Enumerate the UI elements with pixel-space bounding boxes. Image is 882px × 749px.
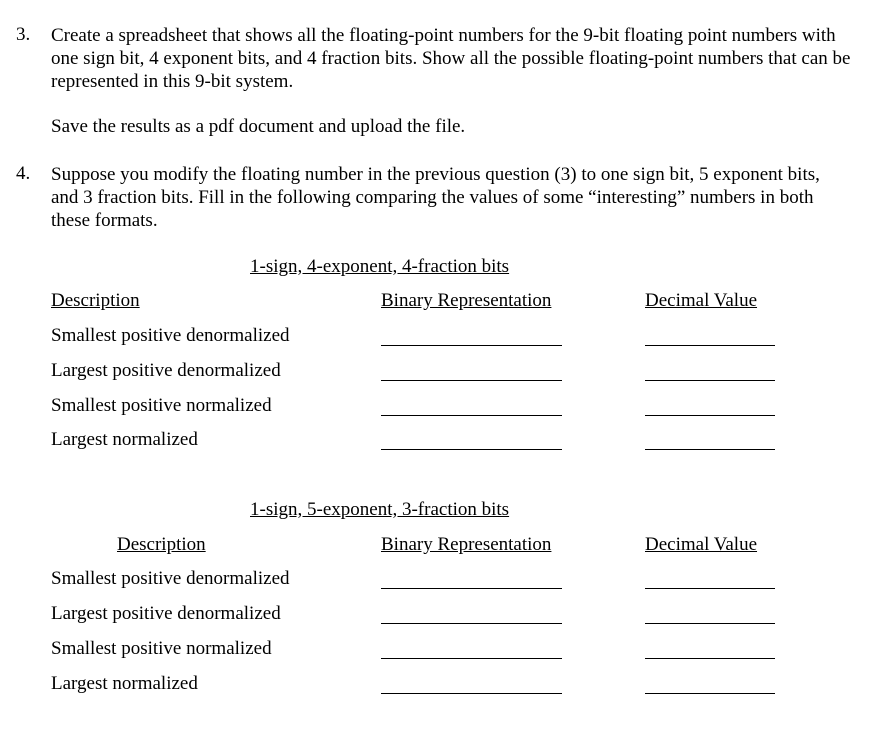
table-1-title: 1-sign, 4-exponent, 4-fraction bits <box>250 256 510 277</box>
table-2-row-3-binary-blank[interactable] <box>381 658 562 659</box>
table-1-header-binary: Binary Representation <box>381 290 552 311</box>
table-1-row-2-decimal-blank[interactable] <box>645 380 775 381</box>
question-3-prompt: Create a spreadsheet that shows all the floating-point numbers for the 9-bit floating point numbers with one sign bit, 4 exponent bits, and 4 fraction bits. Show all the possible floating-point numbers that can be represented in this 9-bit system. <box>51 25 851 92</box>
table-1-row-4-decimal-blank[interactable] <box>645 449 775 450</box>
table-1-row-1-binary-blank[interactable] <box>381 345 562 346</box>
table-1-header-description: Description <box>51 290 140 311</box>
table-2-row-3-description: Smallest positive normalized <box>51 638 272 659</box>
table-2-header-description: Description <box>117 534 206 555</box>
table-2-title: 1-sign, 5-exponent, 3-fraction bits <box>250 499 510 520</box>
question-3-text <box>51 24 851 93</box>
table-2-row-2-binary-blank[interactable] <box>381 623 562 624</box>
question-4-prompt: Suppose you modify the floating number in the previous question (3) to one sign bit, 5 exponent bits, and 3 fraction bits. Fill in the following comparing the values of some “interesting” numbers in both these formats. <box>51 164 820 231</box>
table-2-row-1-decimal-blank[interactable] <box>645 588 775 589</box>
table-1-row-3-description: Smallest positive normalized <box>51 395 272 416</box>
table-2-row-4-binary-blank[interactable] <box>381 693 562 694</box>
table-2-row-2-decimal-blank[interactable] <box>645 623 775 624</box>
table-2-row-1-binary-blank[interactable] <box>381 588 562 589</box>
table-1-row-3-binary-blank[interactable] <box>381 415 562 416</box>
question-4-number: 4. <box>16 163 31 184</box>
question-3-number: 3. <box>16 24 31 45</box>
table-1-row-4-description: Largest normalized <box>51 429 198 450</box>
table-1-row-3-decimal-blank[interactable] <box>645 415 775 416</box>
table-1-row-4-binary-blank[interactable] <box>381 449 562 450</box>
question-3-save-note: Save the results as a pdf document and upload the file. <box>51 116 466 137</box>
table-2-row-1-description: Smallest positive denormalized <box>51 568 290 589</box>
table-2-header-decimal: Decimal Value <box>645 534 758 555</box>
table-1-row-2-binary-blank[interactable] <box>381 380 562 381</box>
table-2-row-4-description: Largest normalized <box>51 673 198 694</box>
table-2-row-4-decimal-blank[interactable] <box>645 693 775 694</box>
table-2-row-3-decimal-blank[interactable] <box>645 658 775 659</box>
table-1-row-2-description: Largest positive denormalized <box>51 360 281 381</box>
table-2-row-2-description: Largest positive denormalized <box>51 603 281 624</box>
table-1-row-1-description: Smallest positive denormalized <box>51 325 290 346</box>
question-4-text <box>51 163 851 232</box>
table-1-header-decimal: Decimal Value <box>645 290 758 311</box>
table-1-row-1-decimal-blank[interactable] <box>645 345 775 346</box>
table-2-header-binary: Binary Representation <box>381 534 552 555</box>
